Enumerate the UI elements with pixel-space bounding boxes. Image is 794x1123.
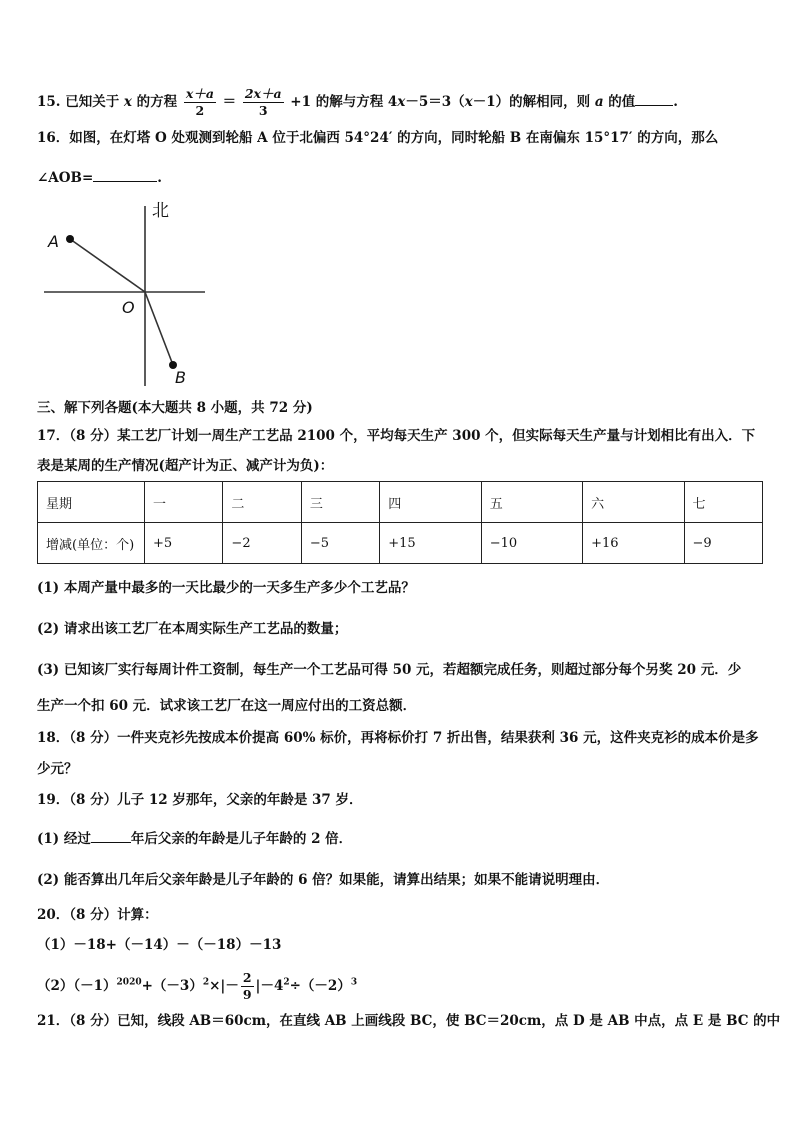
- q15-text-2: 的方程: [136, 94, 178, 110]
- table-header-cell: 六: [583, 482, 684, 523]
- q20-sub2-part-c: ×|－: [209, 978, 239, 994]
- q15-var-x3: x: [464, 94, 473, 110]
- q19-sub1-suffix: 年后父亲的年龄是儿子年龄的 2 倍．: [130, 831, 353, 847]
- q15-var-x2: x: [397, 94, 406, 110]
- q19-answer-blank[interactable]: [91, 828, 131, 843]
- q17-sub-1: (1) 本周产量中最多的一天比最少的一天多生产多少个工艺品？: [37, 580, 415, 596]
- label-o: O: [122, 298, 135, 317]
- table-header-cell: 三: [301, 482, 379, 523]
- q18-line-1: 18．（8 分）一件夹克衫先按成本价提高 60% 标价，再将标价打 7 折出售，结果获利 36 元，这件夹克衫的成本价是多: [37, 730, 759, 746]
- q20-line-1: 20．（8 分）计算：: [37, 907, 158, 923]
- q20-exp-3: 2: [283, 977, 290, 988]
- table-row: [38, 523, 763, 564]
- table-cell: +16: [583, 523, 684, 564]
- q15-frac2-numerator: 2x＋a: [244, 86, 282, 101]
- table-cell: 增减(单位：个): [38, 523, 145, 564]
- q15-text-5: －1）的解相同，则: [472, 94, 591, 110]
- q15-fraction-2: [243, 86, 284, 119]
- q20-sub2-part-e: ÷（－2）: [289, 978, 351, 994]
- point-a: [66, 235, 74, 243]
- q19-line-1: 19．（8 分）儿子 12 岁那年，父亲的年龄是 37 岁．: [37, 792, 363, 808]
- q15-number: 15.: [37, 94, 61, 110]
- q20-sub2-part-a: （2）（－1）: [37, 978, 117, 994]
- compass-figure: [40, 196, 215, 391]
- table-cell: −2: [223, 523, 301, 564]
- table-header-cell: 二: [223, 482, 301, 523]
- q15-frac2-denominator: 3: [258, 103, 268, 118]
- q20-sub2-part-d: |－4: [255, 978, 284, 994]
- table-header-cell: 七: [684, 482, 762, 523]
- q16-line-1: 16．如图，在灯塔 O 处观测到轮船 A 位于北偏西 54°24′ 的方向，同时轮船 B 在南偏东 15°17′ 的方向，那么: [37, 130, 719, 146]
- q19-sub-1: [37, 828, 352, 849]
- table-cell: −5: [301, 523, 379, 564]
- table-header-cell: 星期: [38, 482, 145, 523]
- q20-fraction: [241, 970, 254, 1003]
- label-b: B: [175, 368, 186, 387]
- section-3-heading: 三、解下列各题(本大题共 8 小题，共 72 分): [37, 400, 313, 416]
- q20-sub-1: （1）－18+（－14）－（－18）－13: [37, 937, 282, 953]
- north-label: 北: [152, 201, 169, 221]
- q20-frac-denominator: 9: [242, 987, 252, 1002]
- q19-sub-2: (2) 能否算出几年后父亲年龄是儿子年龄的 6 倍？如果能，请算出结果；如果不能请说明理由．: [37, 872, 610, 888]
- q17-line-1: 17．（8 分）某工艺厂计划一周生产工艺品 2100 个，平均每天生产 300 个，但实际每天生产量与计划相比有出入．下: [37, 428, 756, 444]
- q15-fraction-1: [184, 86, 216, 119]
- q16-period: .: [157, 170, 162, 186]
- q17-sub-3-line-2: 生产一个扣 60 元．试求该工艺厂在这一周应付出的工资总额．: [37, 698, 417, 714]
- table-header-cell: 五: [481, 482, 582, 523]
- ray-oa: [70, 239, 145, 292]
- q20-exp-4: 3: [350, 977, 358, 988]
- q20-sub-2: [37, 970, 357, 1003]
- table-header-cell: 四: [380, 482, 481, 523]
- q18-line-2: 少元？: [37, 761, 78, 777]
- q19-sub1-prefix: (1) 经过: [37, 831, 91, 847]
- q15-period: .: [673, 94, 678, 110]
- q15-text-3: +1 的解与方程 4: [290, 94, 398, 110]
- q20-frac-numerator: 2: [242, 970, 252, 985]
- q15-frac1-denominator: 2: [195, 103, 205, 118]
- q16-line-2: [37, 167, 162, 188]
- label-a: A: [48, 232, 59, 251]
- q15-answer-blank[interactable]: [635, 91, 673, 106]
- q16-angle-label: ∠AOB=: [37, 170, 94, 186]
- q15-line: [37, 86, 678, 119]
- q16-answer-blank[interactable]: [93, 167, 157, 182]
- q15-text-4: －5＝3（: [405, 94, 465, 110]
- table-cell: −9: [684, 523, 762, 564]
- table-row: [38, 482, 763, 523]
- table-cell: −10: [481, 523, 582, 564]
- q15-var-x: x: [123, 94, 132, 110]
- q15-equals: ＝: [222, 94, 237, 110]
- q20-sub2-part-b: +（－3）: [141, 978, 203, 994]
- q15-text-1: 已知关于: [65, 94, 120, 110]
- production-table: [37, 481, 763, 564]
- q15-frac1-numerator: x＋a: [185, 86, 214, 101]
- ray-ob: [145, 292, 173, 365]
- q17-sub-3-line-1: (3) 已知该厂实行每周计件工资制，每生产一个工艺品可得 50 元，若超额完成任务，则超过部分每个另奖 20 元．少: [37, 662, 742, 678]
- q20-exp-1: 2020: [116, 977, 142, 988]
- table-header-cell: 一: [145, 482, 223, 523]
- q17-line-2: 表是某周的生产情况(超产计为正、减产计为负)：: [37, 458, 334, 474]
- table-cell: +5: [145, 523, 223, 564]
- q20-exp-2: 2: [202, 977, 210, 988]
- table-cell: +15: [380, 523, 481, 564]
- q21-line-1: 21．（8 分）已知，线段 AB＝60cm，在直线 AB 上画线段 BC，使 BC＝20cm，点 D 是 AB 中点，点 E 是 BC 的中: [37, 1013, 781, 1029]
- q15-text-6: 的值: [608, 94, 636, 110]
- q17-sub-2: (2) 请求出该工艺厂在本周实际生产工艺品的数量；: [37, 621, 348, 637]
- q15-var-a: a: [594, 94, 604, 110]
